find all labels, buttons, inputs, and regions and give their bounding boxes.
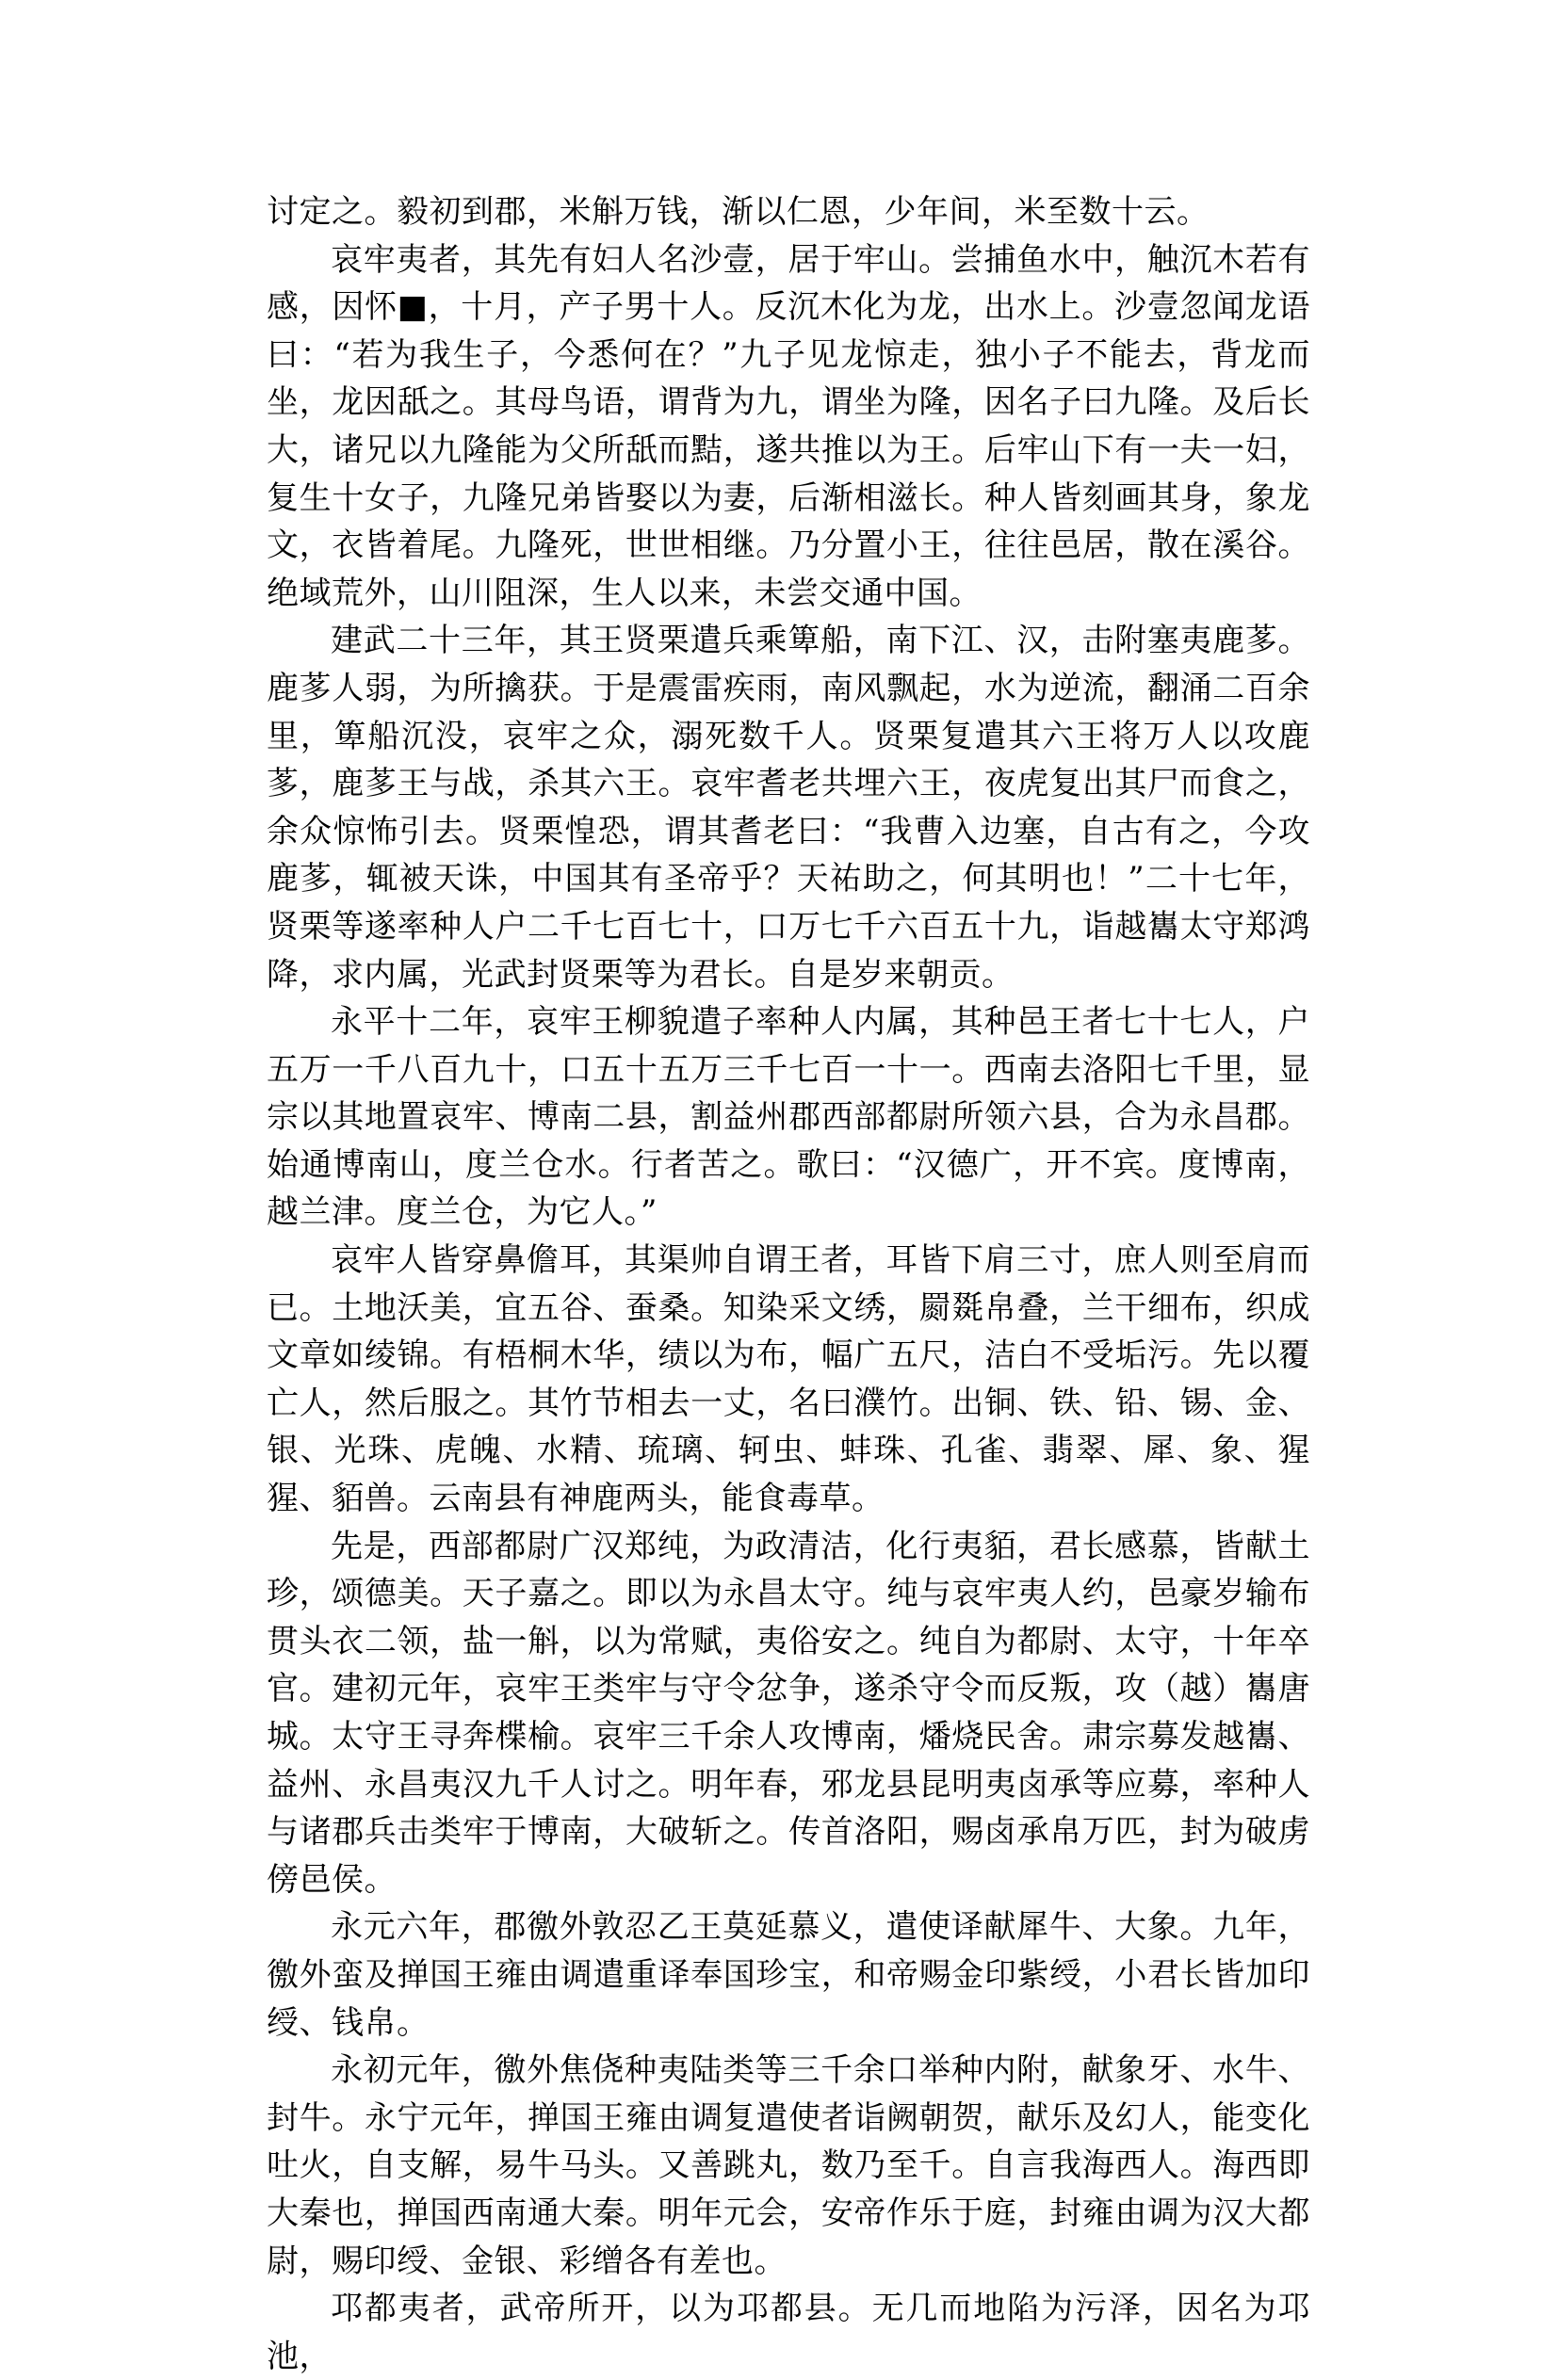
paragraph-yongchu-1: 永初元年，徼外焦侥种夷陆类等三千余口举种内附，献象牙、水牛、封牛。永宁元年，掸国王雍由调复遣使者诣阙朝贺，献乐及幻人，能变化吐火，自支解，易牛马头。又善跳丸，数乃至千。自言我海西人。海西即大秦也，掸国西南通大秦。明年元会，安帝作乐于庭，封雍由调为汉大都尉，赐印绶、金银、彩缯各有差也。 — [267, 2051, 1310, 2280]
paragraph-ailao-customs: 哀牢人皆穿鼻儋耳，其渠帅自谓王者，耳皆下肩三寸，庶人则至肩而已。土地沃美，宜五谷、蚕桑。知染采文绣，罽毲帛叠，兰干细布，织成文章如绫锦。有梧桐木华，绩以为布，幅广五尺，洁白不受垢污。先以覆亡人，然后服之。其竹节相去一丈，名曰濮竹。出铜、铁、铅、锡、金、银、光珠、虎魄、水精、琉璃、轲虫、蚌珠、孔雀、翡翠、犀、象、猩猩、貊兽。云南县有神鹿两头，能食毒草。 — [267, 1241, 1310, 1518]
paragraph-continuation: 讨定之。毅初到郡，米斛万钱，渐以仁恩，少年间，米至数十云。 — [267, 193, 1210, 231]
paragraph-ailao-origin: 哀牢夷者，其先有妇人名沙壹，居于牢山。尝捕鱼水中，触沉木若有感，因怀■，十月，产子男十人。反沉木化为龙，出水上。沙壹忽闻龙语曰：“若为我生子，今悉何在？”九子见龙惊走，独小子不能去，背龙而坐，龙因舐之。其母鸟语，谓背为九，谓坐为隆，因名子曰九隆。及后长大，诸兄以九隆能为父所舐而黠，遂共推以为王。后牢山下有一夫一妇，复生十女子，九隆兄弟皆娶以为妻，后渐相滋长。种人皆刻画其身，象龙文，衣皆着尾。九隆死，世世相继。乃分置小王，往往邑居，散在溪谷。绝域荒外，山川阻深，生人以来，未尝交通中国。 — [267, 240, 1310, 612]
document-page — [267, 188, 1310, 2380]
paragraph-jianwu-23: 建武二十三年，其王贤栗遣兵乘箄船，南下江、汉，击附塞夷鹿茤。鹿茤人弱，为所擒获。于是震雷疾雨，南风飘起，水为逆流，翻涌二百余里，箄船沉没，哀牢之众，溺死数千人。贤栗复遣其六王将万人以攻鹿茤，鹿茤王与战，杀其六王。哀牢耆老共埋六王，夜虎复出其尸而食之，余众惊怖引去。贤栗惶恐，谓其耆老曰：“我曹入边塞，自古有之，今攻鹿茤，辄被天诛，中国其有圣帝乎？天祐助之，何其明也！”二十七年，贤栗等遂率种人户二千七百七十，口万七千六百五十九，诣越巂太守郑鸿降，求内属，光武封贤栗等为君长。自是岁来朝贡。 — [267, 622, 1310, 994]
paragraph-zheng-chun: 先是，西部都尉广汉郑纯，为政清洁，化行夷貊，君长感慕，皆献土珍，颂德美。天子嘉之。即以为永昌太守。纯与哀牢夷人约，邑豪岁输布贯头衣二领，盐一斛，以为常赋，夷俗安之。纯自为都尉、太守，十年卒官。建初元年，哀牢王类牢与守令忿争，遂杀守令而反叛，攻（越）巂唐城。太守王寻奔楪榆。哀牢三千余人攻博南，燔烧民舍。肃宗募发越巂、益州、永昌夷汉九千人讨之。明年春，邪龙县昆明夷卤承等应募，率种人与诸郡兵击类牢于博南，大破斩之。传首洛阳，赐卤承帛万匹，封为破虏傍邑侯。 — [267, 1527, 1310, 1899]
paragraph-yongping-12: 永平十二年，哀牢王柳貌遣子率种人内属，其种邑王者七十七人，户五万一千八百九十，口五十五万三千七百一十一。西南去洛阳七千里，显宗以其地置哀牢、博南二县，割益州郡西部都尉所领六县，合为永昌郡。始通博南山，度兰仓水。行者苦之。歌曰：“汉德广，开不宾。度博南，越兰津。度兰仓，为它人。” — [267, 1003, 1310, 1232]
paragraph-yongyuan-6: 永元六年，郡徼外敦忍乙王莫延慕义，遣使译献犀牛、大象。九年，徼外蛮及掸国王雍由调遣重译奉国珍宝，和帝赐金印紫绶，小君长皆加印绶、钱帛。 — [267, 1908, 1310, 2042]
paragraph-qiongdu: 邛都夷者，武帝所开，以为邛都县。无几而地陷为污泽，因名为邛池， — [267, 2290, 1310, 2375]
